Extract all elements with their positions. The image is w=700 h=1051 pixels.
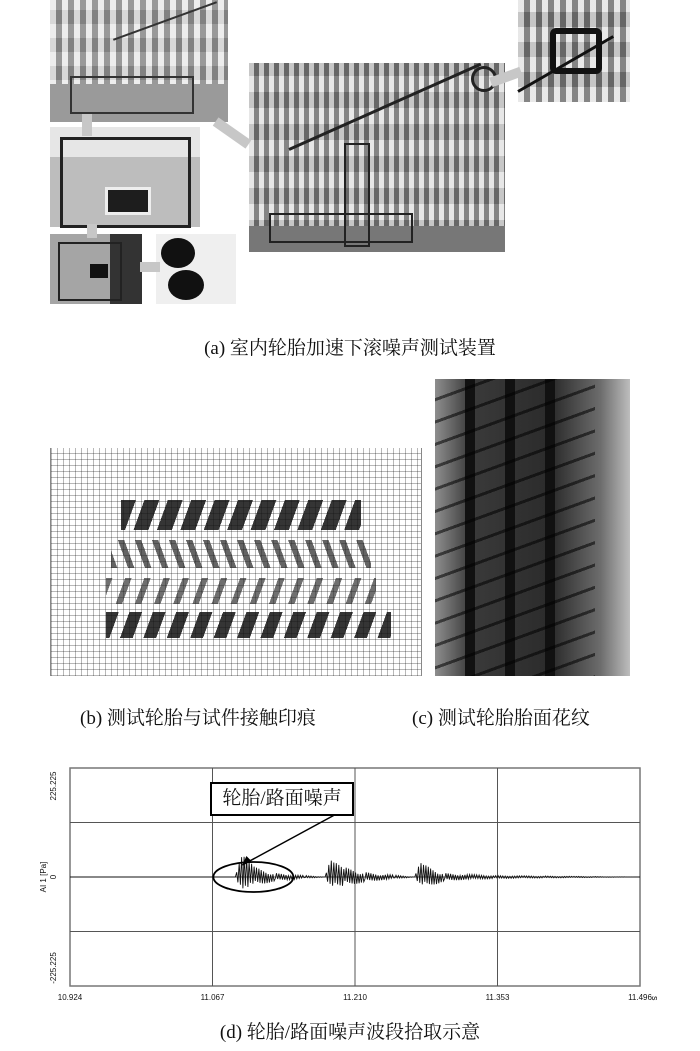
x-axis-label: s	[650, 996, 660, 1001]
figure-c-caption: (c) 测试轮胎胎面花纹	[412, 708, 590, 729]
connector-arrow	[87, 224, 97, 238]
x-tick-label: 11.496	[628, 993, 652, 1002]
tire-contact-imprint-image	[50, 448, 422, 676]
figure-d-caption: (d) 轮胎/路面噪声波段拾取示意	[219, 1022, 481, 1043]
connector-arrow	[140, 262, 160, 272]
y-tick-label: -225.225	[49, 952, 58, 984]
annotation-label: 轮胎/路面噪声	[222, 788, 342, 809]
y-axis-label: AI 1 [Pa]	[39, 861, 48, 893]
tire-tread-photo	[435, 379, 630, 676]
connector-arrow	[213, 117, 252, 148]
figure-a-caption: (a) 室内轮胎加速下滚噪声测试装置	[204, 338, 496, 359]
test-rig-wide-photo	[249, 63, 505, 252]
x-tick-label: 10.924	[57, 993, 83, 1002]
anechoic-room-overview-photo	[50, 0, 228, 122]
tire-contact-sample-photo	[50, 234, 142, 304]
y-tick-label: 0	[49, 874, 58, 880]
x-tick-label: 11.353	[485, 993, 510, 1002]
test-frame-closeup-photo	[50, 127, 200, 227]
y-tick-label: 225.225	[49, 771, 58, 801]
noise-waveform-chart	[40, 748, 700, 1008]
x-tick-label: 11.067	[200, 993, 225, 1002]
figure-b-caption: (b) 测试轮胎与试件接触印痕	[80, 708, 316, 729]
x-tick-label: 11.210	[343, 993, 367, 1002]
connector-arrow	[82, 114, 92, 136]
microphone-photo	[156, 234, 236, 304]
annotation-box	[210, 782, 354, 816]
microphone-mount-closeup-photo	[518, 0, 630, 102]
